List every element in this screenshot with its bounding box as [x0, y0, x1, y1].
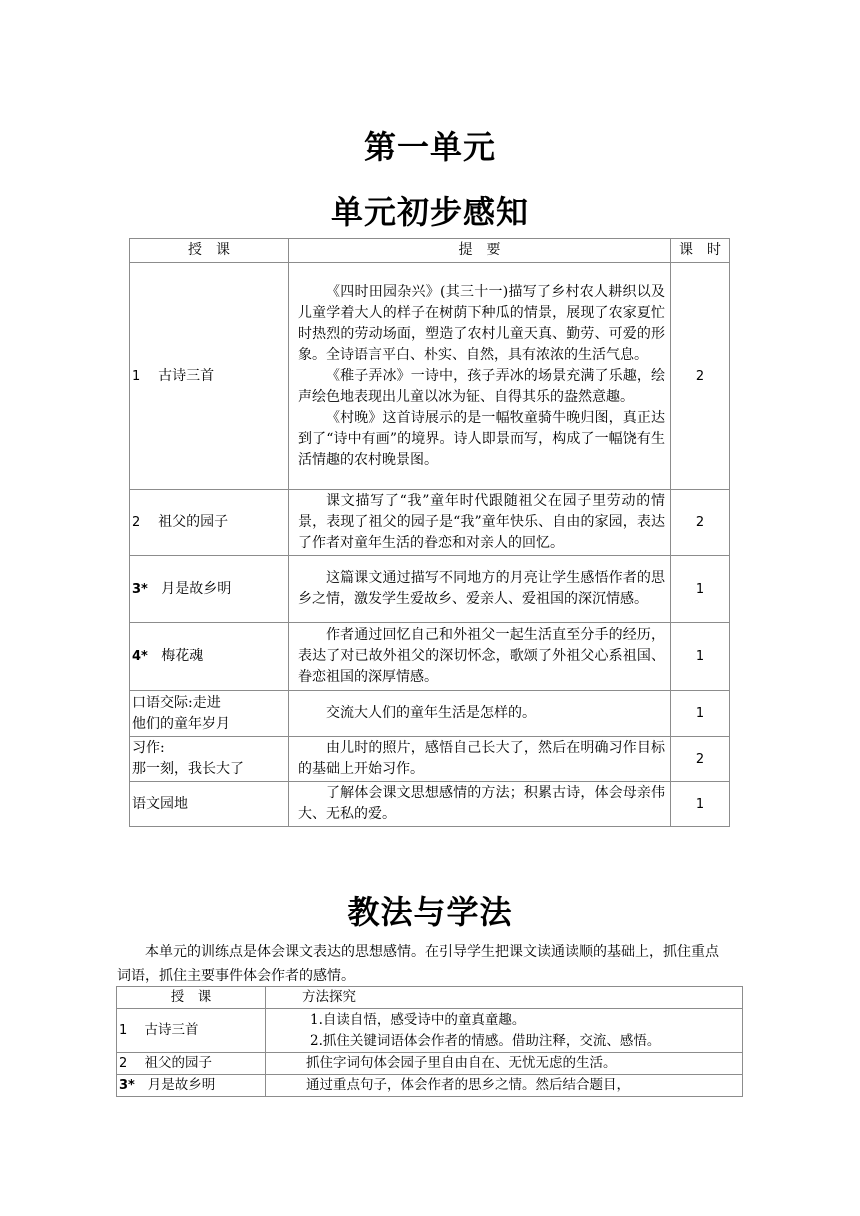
- unit-title: 第一单元: [363, 128, 496, 166]
- summary-paragraph: 交流大人们的童年生活是怎样的。: [326, 705, 536, 721]
- hours-cell: 2: [671, 737, 730, 782]
- method-line: 抓住字词句体会园子里自由自在、无忧无虑的生活。: [306, 1055, 617, 1071]
- hours-cell: 2: [671, 490, 730, 556]
- summary-paragraph: 课文描写了“我”童年时代跟随祖父在园子里劳动的情景，表现了祖父的园子是“我”童年快乐、自由的家园，表达了作者对童年生活的眷恋和对亲人的回忆。: [298, 493, 665, 551]
- lesson-cell: [117, 1009, 266, 1053]
- header-hours: 课 时: [671, 239, 730, 263]
- table-row: [117, 1009, 743, 1053]
- header-lesson: 授 课: [130, 239, 289, 263]
- lesson-cell: [130, 263, 289, 490]
- table-row: [130, 263, 730, 490]
- lesson-name-line: 习作:: [132, 740, 165, 756]
- lesson-name: 月是故乡明: [161, 580, 232, 597]
- header-lesson: 授 课: [117, 987, 266, 1009]
- table-row: [130, 782, 730, 827]
- table-header-row: [117, 987, 743, 1009]
- lesson-number: 4*: [132, 649, 148, 664]
- lesson-cell: [117, 1053, 266, 1075]
- table-row: [130, 623, 730, 691]
- lesson-name: 祖父的园子: [144, 1055, 212, 1071]
- method-cell: [266, 1053, 743, 1075]
- hours-cell: 1: [671, 623, 730, 691]
- method-cell: [266, 1009, 743, 1053]
- lesson-cell: [130, 691, 289, 737]
- table-row: [117, 1075, 743, 1097]
- summary-paragraph: 《四时田园杂兴》(其三十一)描写了乡村农人耕织以及儿童学着大人的样子在树荫下种瓜的情景，展现了农家夏忙时热烈的劳动场面，塑造了农村儿童天真、勤劳、可爱的形象。全诗语言平白、朴实、自然，具有浓浓的生活气息。: [298, 283, 665, 363]
- summary-cell: [289, 263, 671, 490]
- lesson-name-line: 语文园地: [132, 795, 188, 812]
- hours-cell: 1: [671, 782, 730, 827]
- lesson-cell: [130, 623, 289, 691]
- table-row: [130, 490, 730, 556]
- lesson-number: 2: [119, 1056, 128, 1071]
- table-row: [130, 737, 730, 782]
- lesson-name: 梅花魂: [161, 648, 204, 664]
- methods-intro: 本单元的训练点是体会课文表达的思想感情。在引导学生把课文读通读顺的基础上，抓住重点词语，抓住主要事件体会作者的感情。: [117, 944, 719, 984]
- lesson-cell: [130, 782, 289, 827]
- lesson-cell: [130, 556, 289, 623]
- summary-paragraph: 这篇课文通过描写不同地方的月亮让学生感悟作者的思乡之情，激发学生爱故乡、爱亲人、爱祖国的深沉情感。: [298, 570, 665, 607]
- lesson-number: 1: [132, 368, 141, 384]
- hours-cell: 2: [671, 263, 730, 490]
- method-line: 2.抓住关键词语体会作者的情感。借助注释，交流、感悟。: [310, 1032, 661, 1049]
- lesson-name: 月是故乡明: [147, 1077, 216, 1093]
- lesson-name: 祖父的园子: [158, 514, 229, 530]
- summary-cell: [289, 782, 671, 827]
- lesson-name-line: 口语交际:走进: [132, 694, 221, 711]
- summary-paragraph: 《村晚》这首诗展示的是一幅牧童骑牛晚归图，真正达到了“诗中有画”的境界。诗人即景而写，构成了一幅饶有生活情趣的农村晚景图。: [298, 409, 665, 468]
- lesson-number: 3*: [119, 1078, 135, 1093]
- table-row: [130, 556, 730, 623]
- summary-cell: [289, 691, 671, 737]
- lesson-name-line: 他们的童年岁月: [132, 715, 230, 732]
- table-header-row: [130, 239, 730, 263]
- summary-paragraph: 《稚子弄冰》一诗中，孩子弄冰的场景充满了乐趣，绘声绘色地表现出儿童以冰为钲、自得其乐的盎然意趣。: [298, 367, 665, 405]
- method-cell: [266, 1075, 743, 1097]
- lesson-number: 2: [132, 515, 141, 530]
- header-method: 方法探究: [266, 987, 743, 1009]
- summary-cell: [289, 556, 671, 623]
- methods-title: 教法与学法: [347, 893, 513, 931]
- methods-table: [116, 986, 743, 1097]
- lesson-number: 3*: [132, 581, 148, 597]
- lesson-cell: [117, 1075, 266, 1097]
- lesson-cell: [130, 490, 289, 556]
- method-line: 通过重点句子，体会作者的思乡之情。然后结合题目，: [306, 1077, 630, 1093]
- summary-paragraph: 作者通过回忆自己和外祖父一起生活直至分手的经历，表达了对已故外祖父的深切怀念，歌颂了外祖父心系祖国、眷恋祖国的深厚情感。: [298, 627, 665, 685]
- summary-paragraph: 了解体会课文思想感情的方法；积累古诗，体会母亲伟大、无私的爱。: [298, 785, 665, 822]
- lesson-name: 古诗三首: [158, 367, 215, 384]
- summary-cell: [289, 737, 671, 782]
- table-row: [130, 691, 730, 737]
- hours-cell: 1: [671, 691, 730, 737]
- lesson-number: 1: [119, 1023, 128, 1038]
- header-summary: 提 要: [289, 239, 671, 263]
- unit-overview-table: [129, 238, 730, 827]
- table-row: [117, 1053, 743, 1075]
- method-line: 1.自读自悟，感受诗中的童真童趣。: [310, 1011, 526, 1028]
- lesson-name-line: 那一刻，我长大了: [132, 761, 244, 777]
- lesson-cell: [130, 737, 289, 782]
- summary-paragraph: 由儿时的照片，感悟自己长大了，然后在明确习作目标的基础上开始习作。: [298, 740, 665, 777]
- lesson-name: 古诗三首: [144, 1022, 199, 1038]
- summary-cell: [289, 623, 671, 691]
- hours-cell: 1: [671, 556, 730, 623]
- perception-title: 单元初步感知: [330, 193, 529, 231]
- summary-cell: [289, 490, 671, 556]
